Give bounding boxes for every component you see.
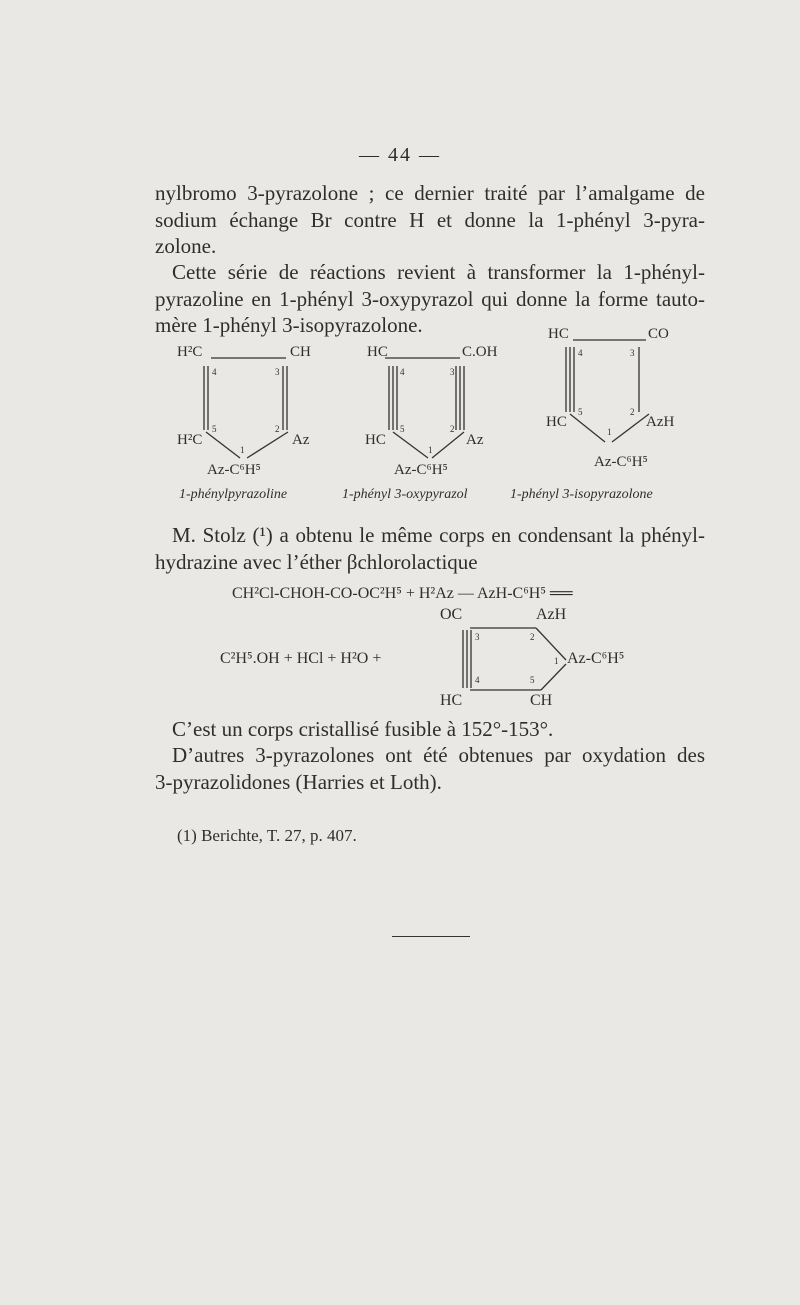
position-number: 2 — [275, 424, 280, 434]
atom-label: Az — [466, 432, 484, 448]
atom-label: CH — [290, 344, 311, 360]
text-line: pyrazoline en 1-phényl 3-oxypyrazol qui donne la forme tauto- — [155, 286, 705, 311]
position-number: 1 — [554, 656, 559, 666]
atom-label: H²C — [177, 344, 203, 360]
position-number: 5 — [578, 407, 583, 417]
text-line: nylbromo 3-pyrazolone ; ce dernier traité par l’amalgame de — [155, 181, 705, 205]
position-number: 4 — [400, 367, 405, 377]
end-rule — [392, 936, 470, 937]
atom-label: Az-C⁶H⁵ — [567, 650, 625, 667]
position-number: 5 — [400, 424, 405, 434]
footnote: (1) Berichte, T. 27, p. 407. — [177, 826, 357, 845]
position-number: 3 — [450, 367, 455, 377]
formula-caption: 1-phényl 3-isopyrazolone — [510, 487, 653, 502]
equation-line-1: CH²Cl-CHOH-CO-OC²H⁵ + H²Az — AzH-C⁶H⁵ ══ — [232, 585, 573, 602]
atom-label: AzH — [646, 414, 675, 430]
position-number: 5 — [212, 424, 217, 434]
atom-label: Az-C⁶H⁵ — [207, 462, 261, 478]
atom-label: HC — [546, 414, 567, 430]
text-line: M. Stolz (¹) a obtenu le même corps en condensant la phényl- — [172, 523, 705, 547]
atom-label: H²C — [177, 432, 203, 448]
position-number: 3 — [275, 367, 280, 377]
position-number: 4 — [212, 367, 217, 377]
paragraph-3 — [155, 522, 705, 575]
page-number: — 44 — — [359, 144, 441, 166]
position-number: 4 — [578, 348, 583, 358]
atom-label: Az-C⁶H⁵ — [394, 462, 448, 478]
position-number: 3 — [630, 348, 635, 358]
atom-label: C.OH — [462, 344, 498, 360]
atom-label: Az — [292, 432, 310, 448]
position-number: 1 — [428, 445, 433, 455]
paragraph-4 — [155, 716, 705, 743]
position-number: 4 — [475, 675, 480, 685]
atom-label: AzH — [536, 606, 567, 623]
atom-label: CO — [648, 326, 669, 342]
atom-label: OC — [440, 606, 463, 623]
atom-label: Az-C⁶H⁵ — [594, 454, 648, 470]
text-line: C’est un corps cristallisé fusible à 152°-153°. — [172, 717, 554, 741]
position-number: 3 — [475, 632, 480, 642]
position-number: 2 — [530, 632, 535, 642]
atom-label: HC — [440, 692, 463, 709]
text-line: sodium échange Br contre H et donne la 1-phényl 3-pyra- — [155, 207, 705, 232]
equation-products: C²H⁵.OH + HCl + H²O + — [220, 650, 382, 667]
position-number: 1 — [607, 427, 612, 437]
text-line: D’autres 3-pyrazolones ont été obtenues par oxydation des — [172, 743, 705, 767]
position-number: 2 — [630, 407, 635, 417]
position-number: 5 — [530, 675, 535, 685]
atom-label: HC — [367, 344, 388, 360]
text-line: Cette série de réactions revient à transformer la 1-phényl- — [172, 260, 705, 284]
formula-caption: 1-phénylpyrazoline — [179, 487, 288, 502]
text-line: zolone. — [155, 234, 217, 258]
position-number: 2 — [450, 424, 455, 434]
formula-caption: 1-phényl 3-oxypyrazol — [342, 487, 468, 502]
atom-label: HC — [548, 326, 569, 342]
position-number: 1 — [240, 445, 245, 455]
text-line: hydrazine avec l’éther βchlorolactique — [155, 549, 478, 574]
paragraph-5 — [155, 742, 705, 795]
atom-label: CH — [530, 692, 553, 709]
text-line: mère 1-phényl 3-isopyrazolone. — [155, 313, 423, 337]
text-line: 3-pyrazolidones (Harries et Loth). — [155, 769, 442, 794]
atom-label: HC — [365, 432, 386, 448]
